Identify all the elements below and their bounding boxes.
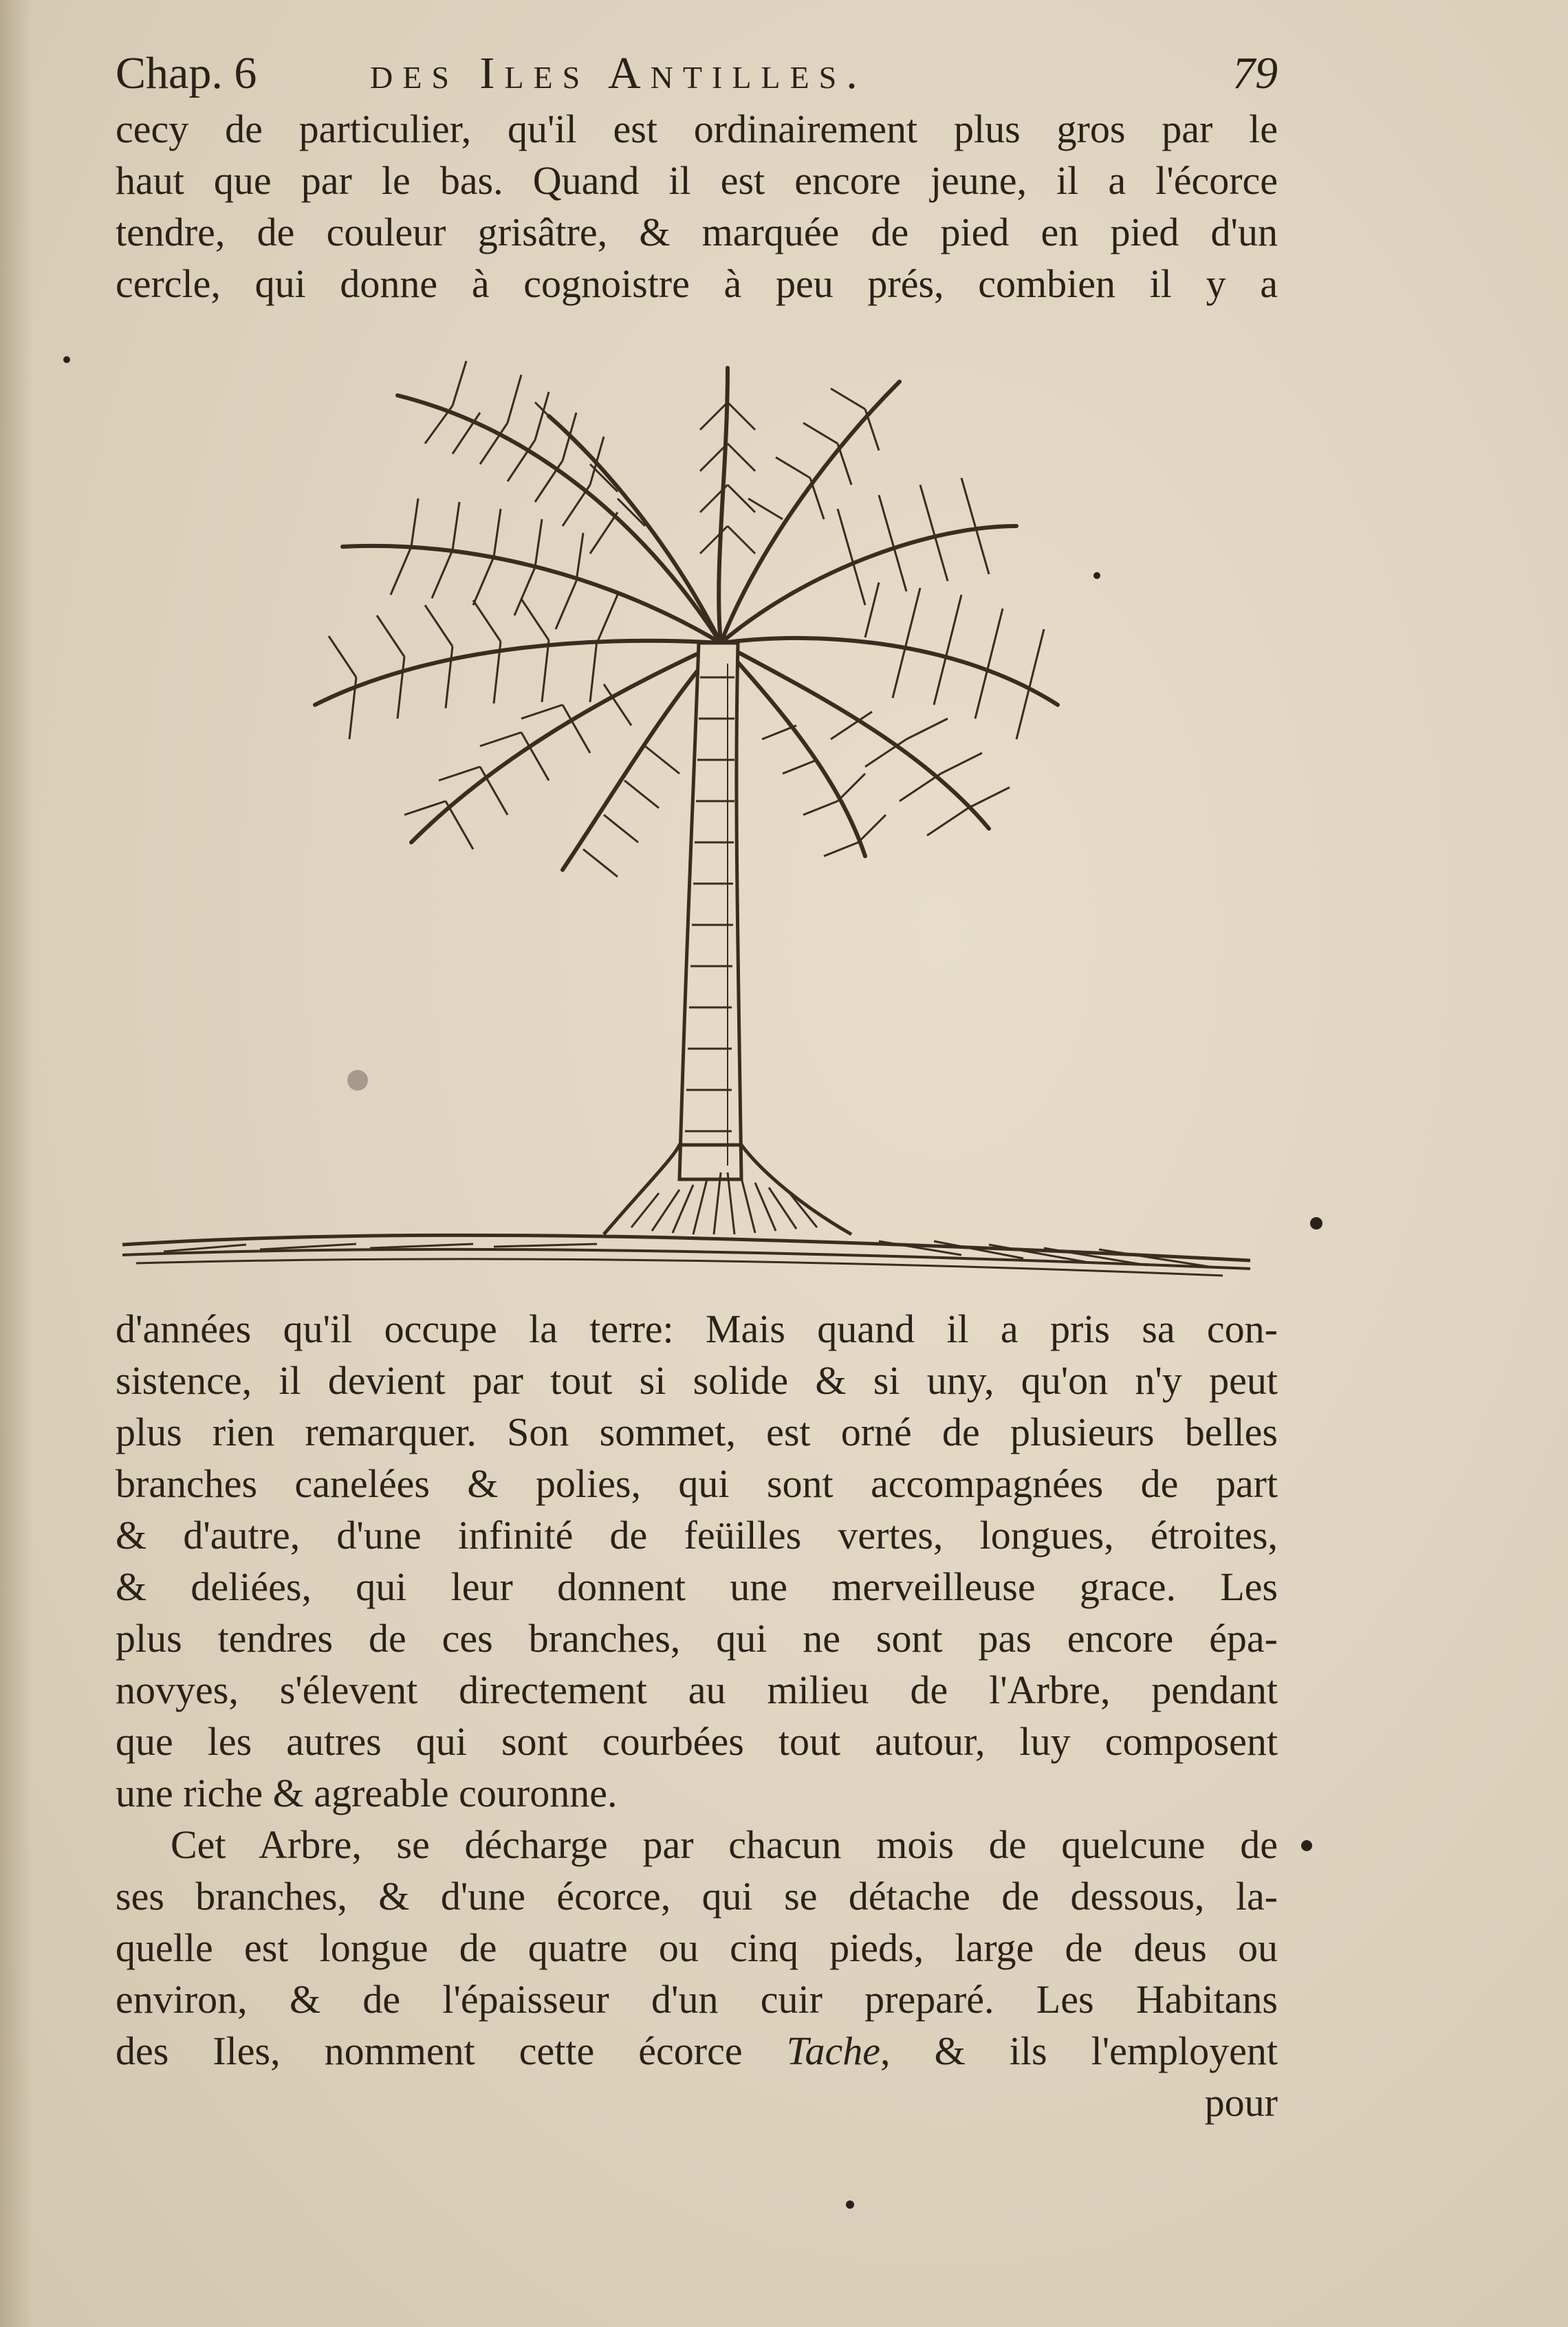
text-line: ses branches, & d'une écorce, qui se détache de dessous, la-	[116, 1874, 1278, 1919]
leaflet-hatching	[329, 361, 1044, 877]
text-line: haut que par le bas. Quand il est encore jeune, il a l'écorce	[116, 158, 1278, 203]
text-line: plus tendres de ces branches, qui ne sont pas encore épa-	[116, 1616, 1278, 1661]
ink-spot	[846, 2200, 854, 2209]
text-line: & deliées, qui leur donnent une merveilleuse grace. Les	[116, 1564, 1278, 1609]
text-line: plus rien remarquer. Son sommet, est orné de plusieurs belles	[116, 1410, 1278, 1454]
text-line: cercle, qui donne à cognoistre à peu prés, combien il y a	[116, 261, 1278, 306]
page-number: 79	[1232, 48, 1278, 98]
catchword: pour	[1204, 2080, 1278, 2125]
text-line: que les autres qui sont courbées tout autour, luy composent	[116, 1719, 1278, 1764]
ink-spot	[1301, 1840, 1312, 1851]
text-line: novyes, s'élevent directement au milieu de l'Arbre, pendant	[116, 1668, 1278, 1712]
ink-spot	[1093, 572, 1100, 579]
text-line: sistence, il devient par tout si solide & si uny, qu'on n'y peut	[116, 1358, 1278, 1403]
chapter-label: Chap. 6	[116, 48, 257, 98]
text-line: environ, & de l'épaisseur d'un cuir preparé. Les Habitans	[116, 1977, 1278, 2022]
palm-tree-engraving-icon	[122, 320, 1285, 1296]
text-segment: des Iles, nomment cette écorce	[116, 2029, 743, 2073]
text-line: branches canelées & polies, qui sont accompagnées de part	[116, 1461, 1278, 1506]
text-line: cecy de particulier, qu'il est ordinairement plus gros par le	[116, 107, 1278, 151]
text-line: d'années qu'il occupe la terre: Mais quand il a pris sa con-	[116, 1307, 1278, 1351]
text-segment: , & ils l'employent	[880, 2029, 1278, 2073]
text-line: & d'autre, d'une infinité de feüilles vertes, longues, étroites,	[116, 1513, 1278, 1558]
italic-term: Tache	[786, 2029, 881, 2073]
ink-spot	[63, 356, 70, 363]
page-gutter-shadow	[0, 0, 33, 2327]
palm-trunk	[679, 643, 741, 1179]
text-line: une riche & agreable couronne.	[116, 1771, 618, 1815]
paragraph-top	[116, 103, 1278, 309]
engraving-svg	[122, 320, 1285, 1296]
text-line	[116, 2025, 1278, 2077]
paragraph-bottom	[116, 1303, 1278, 2128]
text-line: quelle est longue de quatre ou cinq pieds, large de deus ou	[116, 1925, 1278, 1970]
ink-spot	[347, 1070, 368, 1091]
running-title: des Iles Antilles.	[370, 48, 867, 98]
running-header	[116, 43, 1278, 105]
ink-spot	[1310, 1217, 1322, 1230]
text-line: tendre, de couleur grisâtre, & marquée de pied en pied d'un	[116, 210, 1278, 254]
text-line: Cet Arbre, se décharge par chacun mois de quelcune de	[171, 1822, 1278, 1867]
